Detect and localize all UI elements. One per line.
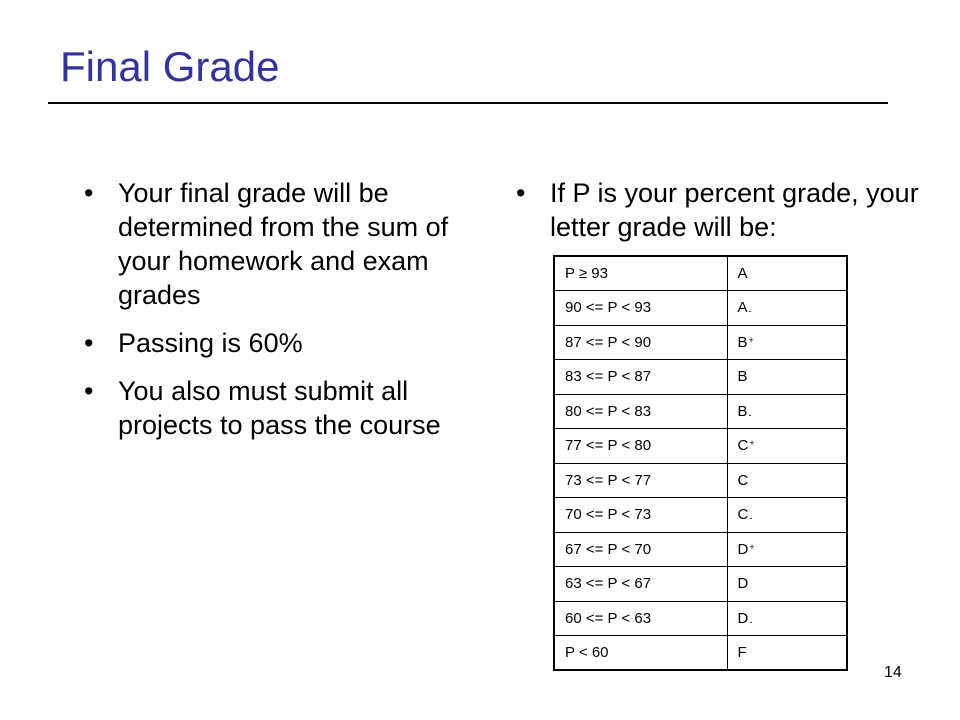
letter-grade-cell (727, 532, 847, 567)
letter-grade: C (737, 506, 749, 524)
minus-modifier: - (749, 513, 753, 524)
letter-grade: A (737, 265, 748, 282)
plus-modifier: + (749, 438, 755, 449)
bullet-icon: • (84, 328, 94, 358)
letter-grade-cell (727, 567, 847, 602)
bullet-item (84, 374, 484, 442)
letter-grade-cell (727, 360, 847, 395)
percent-range-cell: P < 60 (554, 636, 727, 671)
grade-row (554, 636, 847, 671)
bullet-text: Passing is 60% (118, 328, 303, 358)
letter-grade: B (737, 368, 748, 386)
percent-range-cell: 83 <= P < 87 (554, 360, 727, 395)
bullet-icon: • (516, 178, 526, 208)
letter-grade-cell (727, 498, 847, 533)
grade-row (554, 532, 847, 567)
percent-range-cell: 60 <= P < 63 (554, 601, 727, 636)
letter-grade: A (737, 299, 748, 317)
percent-range-cell: 77 <= P < 80 (554, 429, 727, 464)
grade-row (554, 291, 847, 326)
bullet-text: You also must submit all projects to pass the course (118, 376, 441, 440)
percent-range-cell: 70 <= P < 73 (554, 498, 727, 533)
letter-grade: C (737, 437, 749, 455)
letter-grade-cell (727, 325, 847, 360)
letter-grade-cell (727, 291, 847, 326)
title-underline (48, 102, 888, 104)
letter-grade: D (737, 540, 749, 558)
letter-grade-cell (727, 394, 847, 429)
grade-row (554, 567, 847, 602)
bullet-item (84, 176, 484, 312)
grade-row (554, 394, 847, 429)
left-bullet-list (84, 176, 484, 456)
minus-modifier: - (748, 409, 752, 420)
percent-range-cell: 67 <= P < 70 (554, 532, 727, 567)
letter-grade: F (737, 644, 747, 661)
letter-grade: B (737, 333, 748, 351)
bullet-icon: • (84, 178, 94, 208)
plus-modifier: + (748, 334, 754, 345)
percent-range-cell: 63 <= P < 67 (554, 567, 727, 602)
bullet-icon: • (84, 376, 94, 406)
percent-range-cell: 87 <= P < 90 (554, 325, 727, 360)
letter-grade-cell (727, 463, 847, 498)
letter-grade: D (737, 609, 749, 627)
percent-range-cell: P ≥ 93 (554, 256, 727, 291)
percent-range-cell: 90 <= P < 93 (554, 291, 727, 326)
bullet-item (84, 326, 484, 360)
page-number: 14 (884, 664, 902, 681)
grade-row (554, 360, 847, 395)
bullet-item (516, 176, 936, 244)
percent-range-cell: 73 <= P < 77 (554, 463, 727, 498)
grade-row (554, 429, 847, 464)
minus-modifier: - (748, 306, 752, 317)
grade-row (554, 463, 847, 498)
bullet-text: If P is your percent grade, your letter grade will be: (550, 178, 919, 242)
grade-row (554, 498, 847, 533)
letter-grade: B (737, 402, 748, 420)
grade-row (554, 601, 847, 636)
percent-range-cell: 80 <= P < 83 (554, 394, 727, 429)
letter-grade: D (737, 575, 749, 593)
letter-grade: C (737, 471, 749, 489)
minus-modifier: - (749, 616, 753, 627)
letter-grade-cell (727, 636, 847, 671)
grade-table (553, 255, 848, 671)
letter-grade-cell (727, 601, 847, 636)
grade-row (554, 256, 847, 291)
letter-grade-cell (727, 256, 847, 291)
grade-table-body (554, 256, 847, 670)
letter-grade-cell (727, 429, 847, 464)
bullet-text: Your final grade will be determined from the sum of your homework and exam grades (118, 178, 449, 310)
slide-title: Final Grade (60, 43, 280, 90)
plus-modifier: + (749, 541, 755, 552)
right-bullet-list (516, 176, 936, 258)
grade-row (554, 325, 847, 360)
